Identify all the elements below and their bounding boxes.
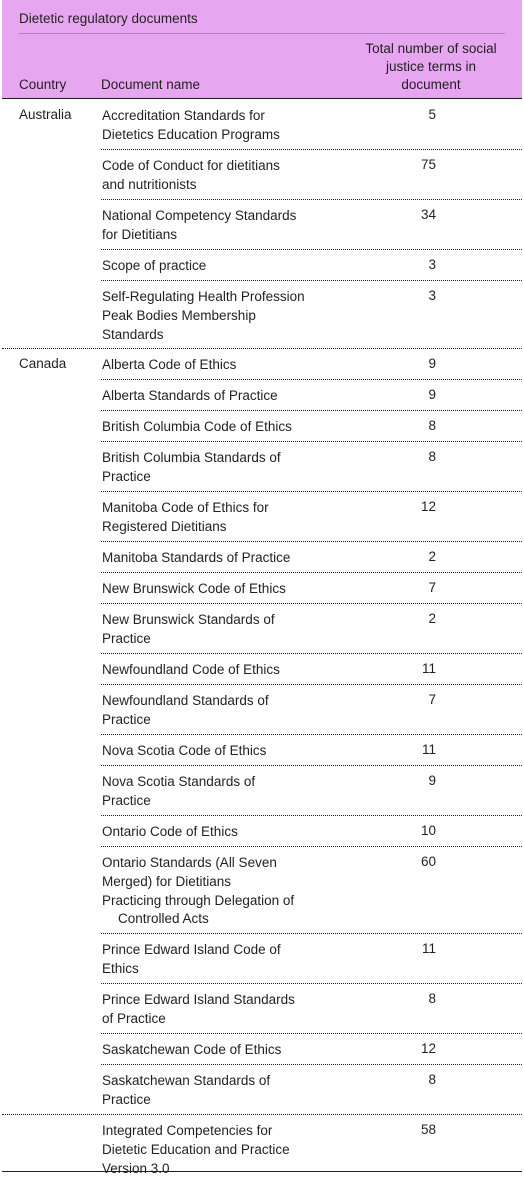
document-name-line: Merged) for Dietitians <box>102 873 232 889</box>
document-name-line: British Columbia Code of Ethics <box>102 419 292 434</box>
table-title: Dietetic regulatory documents <box>19 11 198 26</box>
table-row <box>2 441 522 491</box>
document-name-line: Newfoundland Code of Ethics <box>102 662 280 677</box>
cell-document-name <box>102 661 332 680</box>
cell-total-terms: 9 <box>428 387 436 402</box>
cell-document-name <box>102 157 332 195</box>
regulatory-documents-table <box>2 0 522 1176</box>
cell-total-terms: 75 <box>420 157 436 172</box>
document-name-line: National Competency Standards <box>102 208 297 223</box>
document-name-line: Nova Scotia Code of Ethics <box>102 743 267 758</box>
document-name-line: Ontario Standards (All Seven <box>102 855 277 870</box>
column-header-country: Country <box>19 77 67 92</box>
document-name-line: Practicing through Delegation of <box>102 892 295 908</box>
table-row <box>2 348 522 379</box>
table-row <box>2 1064 522 1114</box>
document-name-line: Integrated Competencies for <box>102 1123 273 1138</box>
table-row <box>2 846 522 933</box>
document-name-line: Nova Scotia Standards of <box>102 774 256 789</box>
document-name-line: Prince Edward Island Standards <box>102 992 295 1007</box>
document-name-line: Version 3.0 <box>102 1160 170 1176</box>
cell-document-name <box>102 549 332 568</box>
document-name-line: New Brunswick Code of Ethics <box>102 581 286 596</box>
cell-total-terms: 7 <box>428 692 436 707</box>
cell-country: Australia <box>19 107 72 122</box>
cell-document-name <box>102 991 332 1029</box>
cell-total-terms: 5 <box>428 107 436 122</box>
document-name-line: Practice <box>102 1091 151 1107</box>
document-name-line: and nutritionists <box>102 176 197 192</box>
cell-document-name <box>102 823 332 842</box>
cell-document-name <box>102 257 332 276</box>
document-name-line: Alberta Code of Ethics <box>102 357 237 372</box>
column-header-document-name: Document name <box>101 77 201 92</box>
cell-document-name <box>102 941 332 979</box>
document-name-line: Dietetic Education and Practice <box>102 1141 290 1157</box>
table-row <box>2 933 522 983</box>
document-name-line: Practice <box>102 792 151 808</box>
table-row <box>2 149 522 199</box>
cell-total-terms: 8 <box>428 991 436 1006</box>
document-name-line: Saskatchewan Code of Ethics <box>102 1042 282 1057</box>
document-name-line: Practice <box>102 630 151 646</box>
cell-total-terms: 2 <box>428 549 436 564</box>
document-name-line: Peak Bodies Membership <box>102 307 256 323</box>
document-name-line: Ontario Code of Ethics <box>102 824 238 839</box>
table-row <box>2 280 522 348</box>
table-row <box>2 734 522 765</box>
document-name-line: Registered Dietitians <box>102 518 227 534</box>
table-row <box>2 541 522 572</box>
table-row <box>2 199 522 249</box>
document-name-line: Manitoba Standards of Practice <box>102 550 291 565</box>
table-row <box>2 1033 522 1064</box>
table-header <box>2 0 522 99</box>
document-name-line: Dietetics Education Programs <box>102 126 280 142</box>
table-row <box>2 99 522 149</box>
table-row <box>2 572 522 603</box>
table-row <box>2 249 522 280</box>
cell-document-name <box>102 1122 332 1178</box>
cell-total-terms: 3 <box>428 288 436 303</box>
cell-total-terms: 12 <box>420 499 436 514</box>
cell-total-terms: 11 <box>421 661 436 676</box>
cell-document-name <box>102 611 332 649</box>
document-name-line: Practice <box>102 468 151 484</box>
table-row <box>2 491 522 541</box>
cell-document-name <box>102 580 332 599</box>
table-row <box>2 684 522 734</box>
document-name-line: Manitoba Code of Ethics for <box>102 500 269 515</box>
table-row <box>2 765 522 815</box>
document-name-line: Standards <box>102 326 164 342</box>
cell-document-name <box>102 692 332 730</box>
document-name-line: New Brunswick Standards of <box>102 612 275 627</box>
cell-document-name <box>102 742 332 761</box>
cell-country: Canada <box>19 356 67 371</box>
document-name-line: Controlled Acts <box>118 911 209 927</box>
cell-total-terms: 34 <box>420 207 436 222</box>
document-name-line: Code of Conduct for dietitians <box>102 158 280 173</box>
cell-document-name <box>102 107 332 145</box>
table-row <box>2 603 522 653</box>
cell-total-terms: 60 <box>420 854 436 869</box>
table-row <box>2 379 522 410</box>
document-name-line: Alberta Standards of Practice <box>102 388 278 403</box>
cell-total-terms: 10 <box>420 823 436 838</box>
table-row <box>2 1114 522 1182</box>
cell-document-name <box>102 356 332 375</box>
cell-document-name <box>102 288 332 344</box>
title-rule <box>19 33 505 34</box>
cell-total-terms: 11 <box>421 941 436 956</box>
cell-total-terms: 2 <box>428 611 436 626</box>
cell-total-terms: 7 <box>428 580 436 595</box>
document-name-line: Accreditation Standards for <box>102 108 265 123</box>
cell-document-name <box>102 449 332 487</box>
column-header-total-terms: Total number of social justice terms in document <box>365 41 497 92</box>
document-name-line: of Practice <box>102 1010 166 1026</box>
document-name-line: Saskatchewan Standards of <box>102 1073 271 1088</box>
cell-total-terms: 8 <box>428 449 436 464</box>
cell-document-name <box>102 499 332 537</box>
document-name-line: Scope of practice <box>102 258 207 273</box>
cell-total-terms: 8 <box>428 1072 436 1087</box>
cell-document-name <box>102 1041 332 1060</box>
table-row <box>2 983 522 1033</box>
cell-document-name <box>102 207 332 245</box>
cell-document-name <box>102 418 332 437</box>
cell-document-name <box>102 773 332 811</box>
cell-total-terms: 58 <box>420 1122 436 1137</box>
document-name-line: Ethics <box>102 960 139 976</box>
cell-total-terms: 9 <box>428 773 436 788</box>
document-name-line: Newfoundland Standards of <box>102 693 269 708</box>
cell-total-terms: 9 <box>428 356 436 371</box>
document-name-line: British Columbia Standards of <box>102 450 281 465</box>
document-name-line: Practice <box>102 711 151 727</box>
document-name-line: Self-Regulating Health Profession <box>102 289 305 304</box>
table-row <box>2 410 522 441</box>
cell-total-terms: 11 <box>421 742 436 757</box>
cell-total-terms: 12 <box>420 1041 436 1056</box>
cell-document-name <box>102 1072 332 1110</box>
cell-total-terms: 8 <box>428 418 436 433</box>
cell-total-terms: 3 <box>428 257 436 272</box>
table-row <box>2 815 522 846</box>
cell-document-name <box>102 854 332 929</box>
cell-document-name <box>102 387 332 406</box>
document-name-line: Prince Edward Island Code of <box>102 942 281 957</box>
document-name-line: for Dietitians <box>102 226 178 242</box>
table-row <box>2 653 522 684</box>
